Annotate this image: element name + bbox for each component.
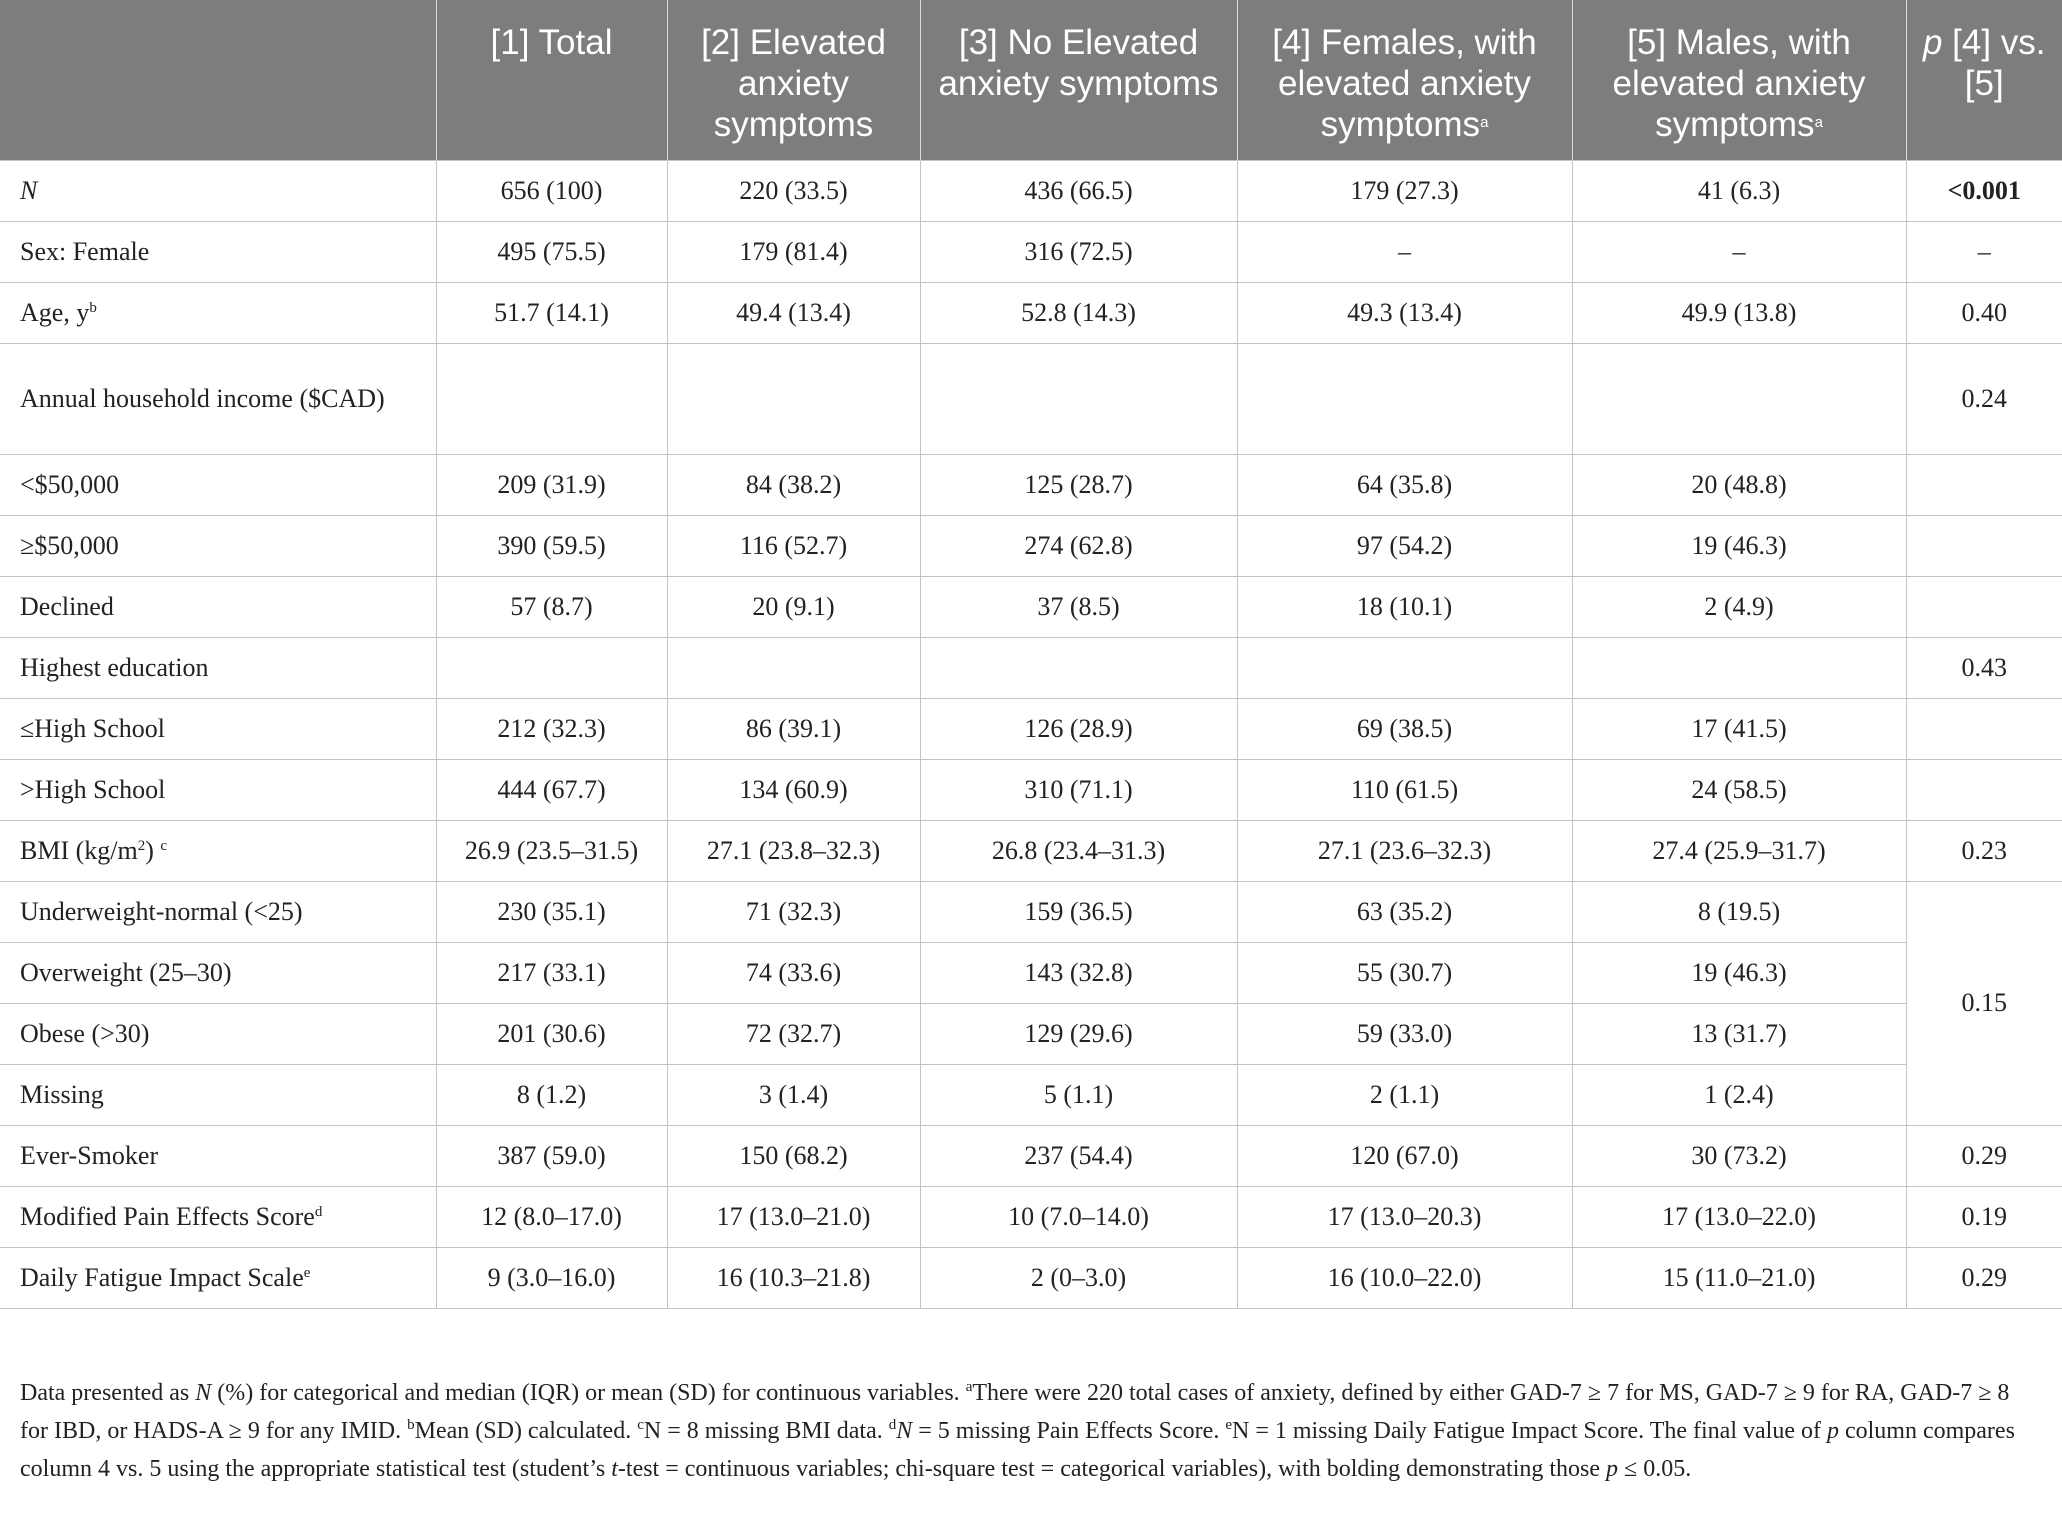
cell: 19 (46.3) xyxy=(1572,942,1906,1003)
row-label: Daily Fatigue Impact Scale$^e$ xyxy=(0,1247,436,1308)
cell: 129 (29.6) xyxy=(920,1003,1237,1064)
cell xyxy=(1237,637,1572,698)
row-label: Modified Pain Effects Score$^d$ xyxy=(0,1186,436,1247)
cell: 30 (73.2) xyxy=(1572,1125,1906,1186)
cell: 41 (6.3) xyxy=(1572,160,1906,221)
p-value-cell: 0.43 xyxy=(1906,637,2062,698)
cell: 20 (9.1) xyxy=(667,576,920,637)
row-label: Overweight (25–30) xyxy=(0,942,436,1003)
cell: 116 (52.7) xyxy=(667,515,920,576)
cell: 49.4 (13.4) xyxy=(667,282,920,343)
cell: 86 (39.1) xyxy=(667,698,920,759)
table-row xyxy=(0,698,2062,759)
cell: 18 (10.1) xyxy=(1237,576,1572,637)
cell: 134 (60.9) xyxy=(667,759,920,820)
row-label: Obese (>30) xyxy=(0,1003,436,1064)
cell: 17 (41.5) xyxy=(1572,698,1906,759)
p-value-cell xyxy=(1906,698,2062,759)
row-label: Declined xyxy=(0,576,436,637)
cell: 150 (68.2) xyxy=(667,1125,920,1186)
cell: 17 (13.0–20.3) xyxy=(1237,1186,1572,1247)
table-row xyxy=(0,160,2062,221)
table-row xyxy=(0,637,2062,698)
cell: 55 (30.7) xyxy=(1237,942,1572,1003)
cell: 64 (35.8) xyxy=(1237,454,1572,515)
cell: 24 (58.5) xyxy=(1572,759,1906,820)
cell xyxy=(1572,343,1906,454)
header-females: [4] Females, with elevated anxiety symptoms$^a$ xyxy=(1237,0,1572,160)
table-body xyxy=(0,160,2062,1308)
cell: 159 (36.5) xyxy=(920,881,1237,942)
cell: 2 (1.1) xyxy=(1237,1064,1572,1125)
cell: 179 (27.3) xyxy=(1237,160,1572,221)
header-elevated: [2] Elevated anxiety symptoms xyxy=(667,0,920,160)
p-value-cell: 0.19 xyxy=(1906,1186,2062,1247)
cell: 390 (59.5) xyxy=(436,515,667,576)
cell: – xyxy=(1572,221,1906,282)
cell: 72 (32.7) xyxy=(667,1003,920,1064)
cell: 212 (32.3) xyxy=(436,698,667,759)
cell: 17 (13.0–22.0) xyxy=(1572,1186,1906,1247)
p-value-cell: 0.40 xyxy=(1906,282,2062,343)
cell: 316 (72.5) xyxy=(920,221,1237,282)
row-label: Missing xyxy=(0,1064,436,1125)
cell: 74 (33.6) xyxy=(667,942,920,1003)
cell: 8 (19.5) xyxy=(1572,881,1906,942)
p-value-cell xyxy=(1906,515,2062,576)
cell xyxy=(667,637,920,698)
cell: 120 (67.0) xyxy=(1237,1125,1572,1186)
cell: 26.9 (23.5–31.5) xyxy=(436,820,667,881)
table-footnote: Data presented as N (%) for categorical and median (IQR) or mean (SD) for continuous variables. $^a$There were 220 total cases of anxiety, defined by either GAD-7 ≥ 7 for MS, GAD-7 ≥ 9 for RA, GAD-7 ≥ 8 for IBD, or HADS-A ≥ 9 for any IMID. $^b$Mean (SD) calculated. $^c$N = 8 missing BMI data. $^d$N = 5 missing Pain Effects Score. $^e$N = 1 missing Daily Fatigue Impact Score. The final value of p column compares column 4 vs. 5 using the appropriate statistical test (student’s t-test = continuous variables; chi-square test = categorical variables), with bolding demonstrating those p ≤ 0.05. xyxy=(20,1379,2015,1482)
cell: 27.1 (23.6–32.3) xyxy=(1237,820,1572,881)
row-label: <$50,000 xyxy=(0,454,436,515)
cell: 274 (62.8) xyxy=(920,515,1237,576)
cell: 201 (30.6) xyxy=(436,1003,667,1064)
header-males: [5] Males, with elevated anxiety symptoms$^a$ xyxy=(1572,0,1906,160)
header-blank xyxy=(0,0,436,160)
row-label: Sex: Female xyxy=(0,221,436,282)
cell: 84 (38.2) xyxy=(667,454,920,515)
footnote-mark: c xyxy=(160,837,168,854)
p-value-cell xyxy=(1906,576,2062,637)
row-label: Age, $y^b$ xyxy=(0,282,436,343)
cell xyxy=(436,343,667,454)
cell: 19 (46.3) xyxy=(1572,515,1906,576)
row-label: Underweight-normal (<25) xyxy=(0,881,436,942)
table-row xyxy=(0,1003,2062,1064)
cell xyxy=(1572,637,1906,698)
cell: 17 (13.0–21.0) xyxy=(667,1186,920,1247)
table-row xyxy=(0,515,2062,576)
row-label: N xyxy=(0,160,436,221)
p-value-cell: – xyxy=(1906,221,2062,282)
table-row xyxy=(0,282,2062,343)
table-row xyxy=(0,942,2062,1003)
row-label: Annual household income ($CAD) xyxy=(0,343,436,454)
cell: 20 (48.8) xyxy=(1572,454,1906,515)
table-row xyxy=(0,1247,2062,1308)
cell: 27.1 (23.8–32.3) xyxy=(667,820,920,881)
p-value-cell: 0.29 xyxy=(1906,1247,2062,1308)
p-value-cell: 0.29 xyxy=(1906,1125,2062,1186)
cell: 8 (1.2) xyxy=(436,1064,667,1125)
table-row xyxy=(0,454,2062,515)
cell: 495 (75.5) xyxy=(436,221,667,282)
row-label: ≥$50,000 xyxy=(0,515,436,576)
header-p-value: p [4] vs. [5] xyxy=(1906,0,2062,160)
cell: 71 (32.3) xyxy=(667,881,920,942)
cell: 27.4 (25.9–31.7) xyxy=(1572,820,1906,881)
cell xyxy=(436,637,667,698)
cell: 9 (3.0–16.0) xyxy=(436,1247,667,1308)
cell: 220 (33.5) xyxy=(667,160,920,221)
table-row xyxy=(0,343,2062,454)
cell: 97 (54.2) xyxy=(1237,515,1572,576)
cell: 387 (59.0) xyxy=(436,1125,667,1186)
cell xyxy=(920,343,1237,454)
p-value-cell xyxy=(1906,454,2062,515)
cell xyxy=(667,343,920,454)
table-header xyxy=(0,0,2062,160)
cell: 2 (0–3.0) xyxy=(920,1247,1237,1308)
cell: 126 (28.9) xyxy=(920,698,1237,759)
cell: 436 (66.5) xyxy=(920,160,1237,221)
header-row xyxy=(0,0,2062,160)
row-label: Highest education xyxy=(0,637,436,698)
cell: 179 (81.4) xyxy=(667,221,920,282)
cell: 51.7 (14.1) xyxy=(436,282,667,343)
footnote-mark: a xyxy=(1814,114,1823,131)
cell: 237 (54.4) xyxy=(920,1125,1237,1186)
cell: 217 (33.1) xyxy=(436,942,667,1003)
cell: 143 (32.8) xyxy=(920,942,1237,1003)
cell: 59 (33.0) xyxy=(1237,1003,1572,1064)
cell: 26.8 (23.4–31.3) xyxy=(920,820,1237,881)
table-row xyxy=(0,820,2062,881)
footnote-mark: b xyxy=(89,299,97,316)
cell: 49.9 (13.8) xyxy=(1572,282,1906,343)
cell: 2 (4.9) xyxy=(1572,576,1906,637)
cell: 12 (8.0–17.0) xyxy=(436,1186,667,1247)
cell: 125 (28.7) xyxy=(920,454,1237,515)
cell: 310 (71.1) xyxy=(920,759,1237,820)
cell: 57 (8.7) xyxy=(436,576,667,637)
cell: 63 (35.2) xyxy=(1237,881,1572,942)
p-value-cell: 0.15 xyxy=(1906,881,2062,1125)
cell: 209 (31.9) xyxy=(436,454,667,515)
p-value-cell: 0.24 xyxy=(1906,343,2062,454)
table-row xyxy=(0,221,2062,282)
cell: 16 (10.3–21.8) xyxy=(667,1247,920,1308)
header-no-elevated: [3] No Elevated anxiety symptoms xyxy=(920,0,1237,160)
row-label: Ever-Smoker xyxy=(0,1125,436,1186)
cell: 230 (35.1) xyxy=(436,881,667,942)
row-label: ≤High School xyxy=(0,698,436,759)
cell: 10 (7.0–14.0) xyxy=(920,1186,1237,1247)
cell: 49.3 (13.4) xyxy=(1237,282,1572,343)
table-row xyxy=(0,881,2062,942)
cell: 444 (67.7) xyxy=(436,759,667,820)
cell: 13 (31.7) xyxy=(1572,1003,1906,1064)
cell: 5 (1.1) xyxy=(920,1064,1237,1125)
cell: 52.8 (14.3) xyxy=(920,282,1237,343)
p-value-cell: <0.001 xyxy=(1906,160,2062,221)
cell: 656 (100) xyxy=(436,160,667,221)
row-label: BMI $(kg/m^2)$ $^c$ xyxy=(0,820,436,881)
table-row xyxy=(0,1186,2062,1247)
cell: 15 (11.0–21.0) xyxy=(1572,1247,1906,1308)
cell: 16 (10.0–22.0) xyxy=(1237,1247,1572,1308)
cell xyxy=(1237,343,1572,454)
cell: 1 (2.4) xyxy=(1572,1064,1906,1125)
cell: 37 (8.5) xyxy=(920,576,1237,637)
row-label: >High School xyxy=(0,759,436,820)
p-value-cell xyxy=(1906,759,2062,820)
footnote-mark: a xyxy=(1480,114,1489,131)
cell xyxy=(920,637,1237,698)
cell: – xyxy=(1237,221,1572,282)
cell: 69 (38.5) xyxy=(1237,698,1572,759)
cell: 110 (61.5) xyxy=(1237,759,1572,820)
header-total: [1] Total xyxy=(436,0,667,160)
table-row xyxy=(0,759,2062,820)
footnote-mark: d xyxy=(314,1203,323,1220)
p-value-cell: 0.23 xyxy=(1906,820,2062,881)
table-row xyxy=(0,576,2062,637)
cell: 3 (1.4) xyxy=(667,1064,920,1125)
table-row xyxy=(0,1125,2062,1186)
footnote-mark: e xyxy=(303,1264,311,1281)
table-row xyxy=(0,1064,2062,1125)
